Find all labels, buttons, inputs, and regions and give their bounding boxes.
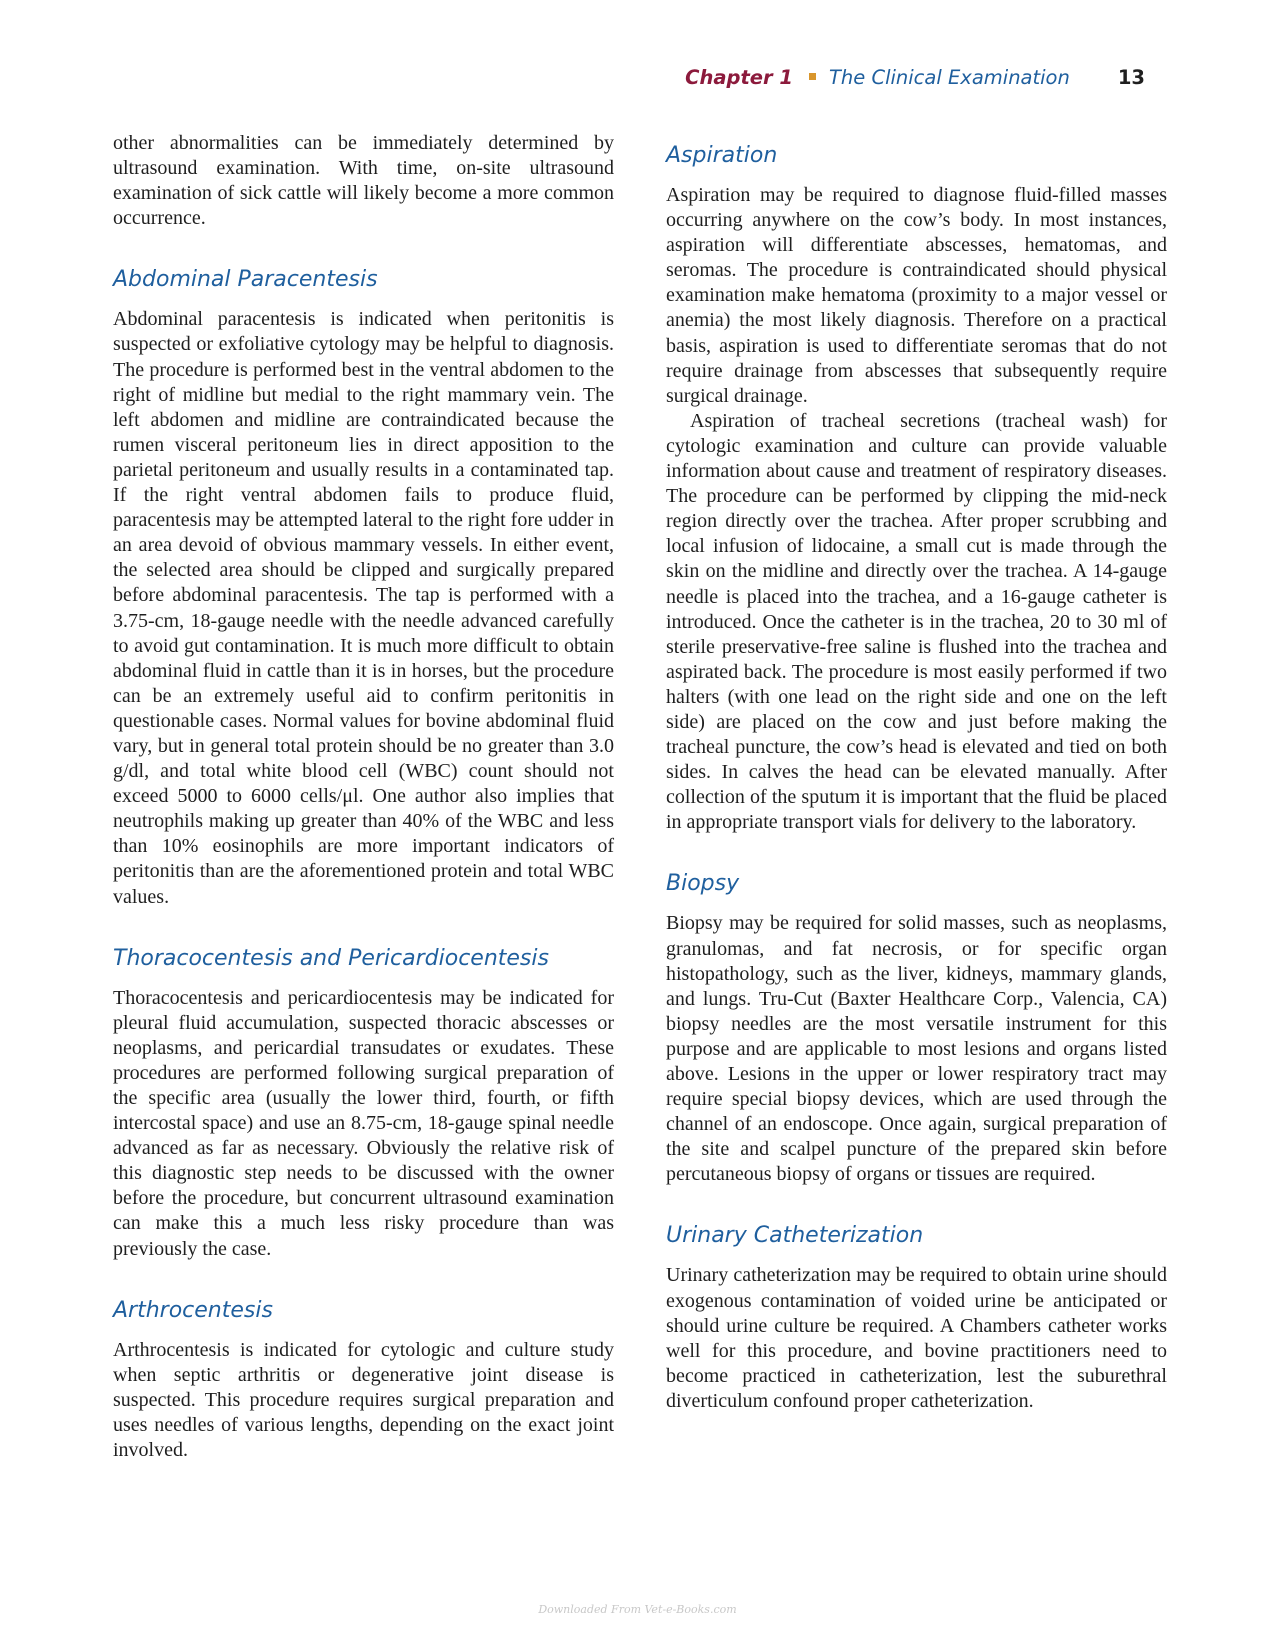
section-heading-urinary-catheterization: Urinary Catheterization [666, 1223, 924, 1249]
paragraph-thoracocentesis: Thoracocentesis and pericardiocentesis may be indicated for pleural fluid accumulation, suspected thoracic abscesses or neoplasms, and pericardial transudates or exudates. These procedures are performed following surgical preparation of the specific area (usually the lower third, fourth, or fifth intercostal space) and use an 8.75-cm, 18-gauge spinal needle advanced as far as necessary. Obviously the relative risk of this diagnostic step needs to be discussed with the owner before the procedure, but concurrent ultrasound examination can make this a much less risky procedure than was previously the case. [113, 986, 614, 1260]
chapter-label: Chapter 1 [685, 66, 793, 89]
paragraph-aspiration-2: Aspiration of tracheal secretions (tracheal wash) for cytologic examination and culture can provide valuable information about cause and treatment of respiratory diseases. The procedure can be performed by clipping the mid-neck region directly over the trachea. After proper scrubbing and local infusion of lidocaine, a small cut is made through the skin on the midline and directly over the trachea. A 14-gauge needle is placed into the trachea, and a 16-gauge catheter is introduced. Once the catheter is in the trachea, 20 to 30 ml of sterile preservative-free saline is flushed into the trachea and aspirated back. The procedure is most easily performed if two halters (with one lead on the right side and one on the left side) are placed on the cow and just before making the tracheal puncture, the cow’s head is elevated and tied on both sides. In calves the head can be elevated manually. After collection of the sputum it is important that the fluid be placed in appropriate transport vials for delivery to the laboratory. [666, 409, 1167, 834]
right-column [666, 131, 1167, 1414]
intro-paragraph: other abnormalities can be immediately determined by ultrasound examination. With time, on-site ultrasound examination of sick cattle will likely become a more common occurrence. [113, 132, 614, 230]
separator-square-icon [809, 73, 816, 80]
paragraph-abdominal-paracentesis: Abdominal paracentesis is indicated when peritonitis is suspected or exfoliative cytology may be helpful to diagnosis. The procedure is performed best in the ventral abdomen to the right of midline but medial to the right mammary vein. The left abdomen and midline are contraindicated because the rumen visceral peritoneum lies in direct apposition to the parietal peritoneum and usually results in a contaminated tap. If the right ventral abdomen fails to produce fluid, paracentesis may be attempted lateral to the right fore udder in an area devoid of obvious mammary vessels. In either event, the selected area should be clipped and surgically prepared before abdominal paracentesis. The tap is performed with a 3.75-cm, 18-gauge needle with the needle advanced carefully to avoid gut contamination. It is much more difficult to obtain abdominal fluid in cattle than it is in horses, but the procedure can be an extremely useful aid to confirm peritonitis in questionable cases. Normal values for bovine abdominal fluid vary, but in general total protein should be no greater than 3.0 g/dl, and total white blood cell (WBC) count should not exceed 5000 to 6000 cells/μl. One author also implies that neutrophils making up greater than 40% of the WBC and less than 10% eosinophils are more important indicators of peritonitis than are the aforementioned protein and total WBC values. [113, 308, 614, 908]
running-head [685, 66, 1145, 89]
footer-watermark: Downloaded From Vet-e-Books.com [538, 1603, 737, 1616]
section-heading-abdominal-paracentesis: Abdominal Paracentesis [113, 267, 378, 293]
section-heading-thoracocentesis: Thoracocentesis and Pericardiocentesis [113, 945, 549, 971]
section-heading-aspiration: Aspiration [666, 143, 778, 168]
paragraph-arthrocentesis: Arthrocentesis is indicated for cytologic and culture study when septic arthritis or degenerative joint disease is suspected. This procedure requires surgical preparation and uses needles of various lengths, depending on the exact joint involved. [113, 1338, 614, 1462]
paragraph-aspiration-1: Aspiration may be required to diagnose fluid-filled masses occurring anywhere on the cow’s body. In most instances, aspiration will differentiate abscesses, hematomas, and seromas. The procedure is contraindicated should physical examination make hematoma (proximity to a major vessel or anemia) the most likely diagnosis. Therefore on a practical basis, aspiration is used to differentiate seromas that do not require drainage from abscesses that subsequently require surgical drainage. [666, 184, 1167, 407]
paragraph-biopsy: Biopsy may be required for solid masses, such as neoplasms, granulomas, and fat necrosis, or for specific organ histopathology, such as the liver, kidneys, mammary glands, and lungs. Tru-Cut (Baxter Healthcare Corp., Valencia, CA) biopsy needles are the most versatile instrument for this purpose and are applicable to most lesions and organs listed above. Lesions in the upper or lower respiratory tract may require special biopsy devices, which are used through the channel of an endoscope. Once again, surgical preparation of the site and scalpel puncture of the prepared skin before percutaneous biopsy of organs or tissues are required. [666, 912, 1167, 1186]
section-heading-arthrocentesis: Arthrocentesis [113, 1297, 273, 1323]
left-column [113, 131, 614, 1463]
page-number: 13 [1117, 66, 1145, 89]
paragraph-urinary-catheterization: Urinary catheterization may be required to obtain urine should exogenous contamination of voided urine be anticipated or should urine culture be required. A Chambers catheter works well for this procedure, and bovine practitioners need to become practiced in catheterization, lest the suburethral diverticulum confound proper catheterization. [666, 1264, 1167, 1412]
chapter-title: The Clinical Examination [828, 66, 1070, 89]
section-heading-biopsy: Biopsy [666, 871, 740, 897]
